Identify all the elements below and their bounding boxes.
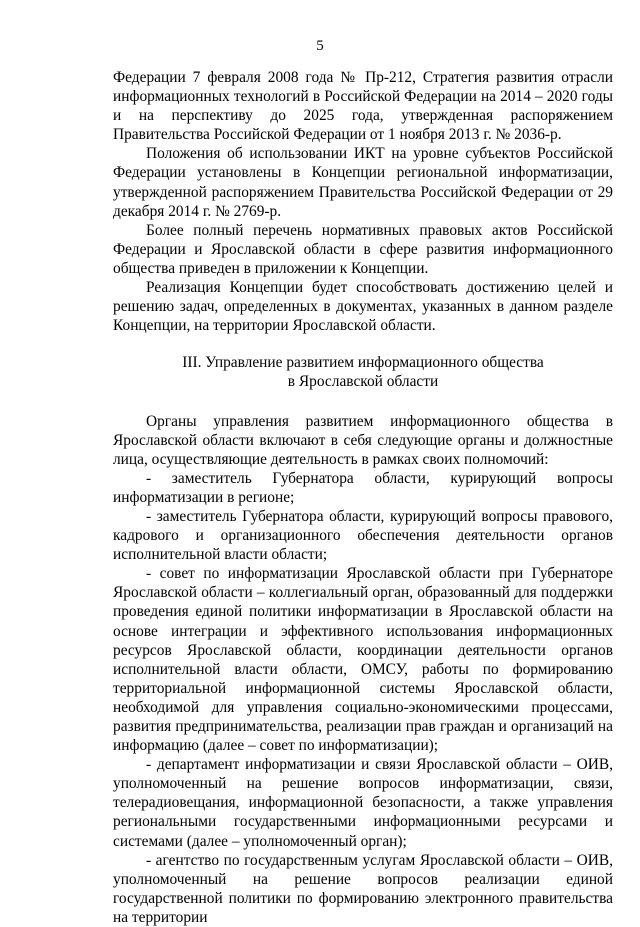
list-item: - совет по информатизации Ярославской области при Губернаторе Ярославской области – коллегиальный орган, образованный для поддержки проведения единой политики информатизации в Ярославской области на основе интеграции и эффективного использования информационных ресурсов Ярославской области, координации деятельности органов исполнительной власти области, ОМСУ, работы по формированию территориальной информационной системы Ярославской области, необходимой для управления социально-экономическими процессами, развития предпринимательства, реализации прав граждан и организаций на информацию (далее – совет по информатизации); — [113, 565, 613, 755]
section-heading — [113, 353, 613, 391]
section-heading-line-2: в Ярославской области — [287, 373, 439, 391]
paragraph-concept-implementation: Реализация Концепции будет способствовать достижению целей и решению задач, определенных в документах, указанных в данном разделе Концепции, на территории Ярославской области. — [113, 279, 613, 335]
section-heading-line-1: III. Управление развитием информационного общества — [182, 354, 544, 372]
list-item: - департамент информатизации и связи Ярославской области – ОИВ, уполномоченный на решение вопросов информатизации, связи, телерадиовещания, информационной безопасности, а также управления региональными государственными информационными ресурсами и системами (далее – уполномоченный орган); — [113, 756, 613, 850]
paragraph-ikt-regulations: Положения об использовании ИКТ на уровне субъектов Российской Федерации установлены в Концепции региональной информатизации, утвержденной распоряжением Правительства Российской Федерации от 29 декабря 2014 г. № 2769-р. — [113, 145, 613, 220]
paragraph-legal-acts-list: Более полный перечень нормативных правовых актов Российской Федерации и Ярославской области в сфере развития информационного общества приведен в приложении к Концепции. — [113, 221, 613, 277]
paragraph-continuation: Федерации 7 февраля 2008 года № Пр-212, Стратегия развития отрасли информационных технологий в Российской Федерации на 2014 – 2020 годы и на перспективу до 2025 года, утвержденная распоряжением Правительства Российской Федерации от 1 ноября 2013 г. № 2036-р. — [113, 69, 613, 144]
list-item: - заместитель Губернатора области, курирующий вопросы информатизации в регионе; — [113, 469, 613, 506]
paragraph-governance-intro: Органы управления развитием информационного общества в Ярославской области включают в себя следующие органы и должностные лица, осуществляющие деятельность в рамках своих полномочий: — [113, 412, 613, 468]
page-number: 5 — [316, 38, 324, 54]
list-item: - агентство по государственным услугам Ярославской области – ОИВ, уполномоченный на решение вопросов реализации единой государственной политики по формированию электронного правительства на территории — [113, 851, 613, 926]
document-body — [113, 68, 613, 927]
list-item: - заместитель Губернатора области, курирующий вопросы правового, кадрового и организационного обеспечения деятельности органов исполнительной власти области; — [113, 507, 613, 564]
